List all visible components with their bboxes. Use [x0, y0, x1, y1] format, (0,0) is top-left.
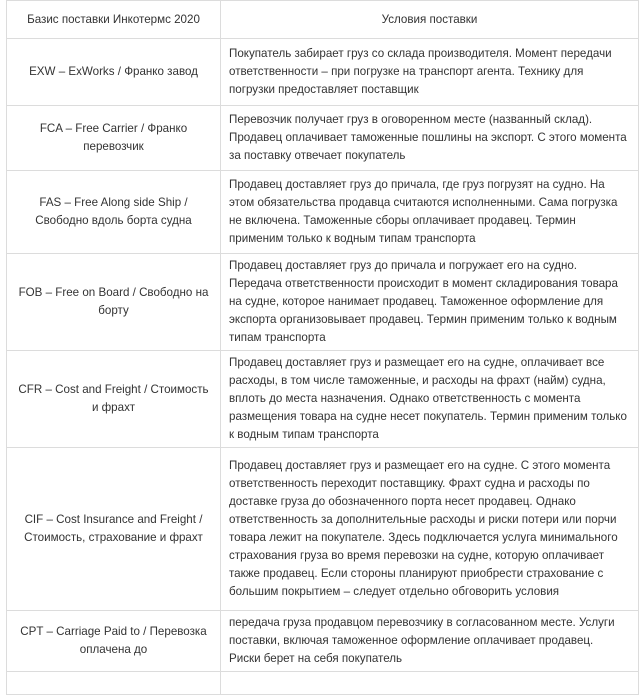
- table-row-exw: [7, 39, 639, 106]
- basis-cell: FOB – Free on Board / Свободно на борту: [7, 254, 221, 351]
- conditions-cell: Продавец доставляет груз до причала и погружает его на судно. Передача ответственности происходит в момент складирования товара на судне, которое нанимает продавец. Таможенное оформление для экспорта организовывает продавец. Термин применим только к водным типам транспорта: [221, 254, 639, 351]
- table-row-cfr: [7, 351, 639, 448]
- header-basis: Базис поставки Инкотермс 2020: [7, 1, 221, 39]
- header-row: [7, 1, 639, 39]
- table-row-partial: [7, 672, 639, 695]
- basis-cell: EXW – ExWorks / Франко завод: [7, 39, 221, 106]
- table-row-fca: [7, 106, 639, 171]
- conditions-cell: Покупатель забирает груз со склада производителя. Момент передачи ответственности – при погрузке на транспорт агента. Технику для погрузки предоставляет поставщик: [221, 39, 639, 106]
- table-body: [7, 39, 639, 695]
- basis-cell: FAS – Free Along side Ship / Свободно вдоль борта судна: [7, 171, 221, 254]
- basis-cell: CPT – Carriage Paid to / Перевозка оплачена до: [7, 611, 221, 672]
- table-row-fob: [7, 254, 639, 351]
- conditions-cell: Продавец доставляет груз до причала, где груз погрузят на судно. На этом обязательства продавца считаются исполненными. Сама погрузка не включена. Таможенные сборы оплачивает продавец. Термин применим только к водным типам транспорта: [221, 171, 639, 254]
- table-row-cpt: [7, 611, 639, 672]
- basis-cell: CFR – Cost and Freight / Стоимость и фрахт: [7, 351, 221, 448]
- incoterms-table: [6, 0, 639, 695]
- conditions-cell: передача груза продавцом перевозчику в согласованном месте. Услуги поставки, включая таможенное оформление оплачивает продавец. Риски берет на себя покупатель: [221, 611, 639, 672]
- conditions-cell: Перевозчик получает груз в оговоренном месте (названный склад). Продавец оплачивает таможенные пошлины на экспорт. С этого момента за поставку отвечает покупатель: [221, 106, 639, 171]
- table-header: [7, 1, 639, 39]
- basis-cell: FCA – Free Carrier / Франко перевозчик: [7, 106, 221, 171]
- empty-cell: [221, 672, 639, 695]
- empty-cell: [7, 672, 221, 695]
- basis-cell: CIF – Cost Insurance and Freight / Стоимость, страхование и фрахт: [7, 448, 221, 611]
- conditions-cell: Продавец доставляет груз и размещает его на судне, оплачивает все расходы, в том числе таможенные, и расходы на фрахт (найм) судна, вплоть до места назначения. Однако ответственность с момента размещения товара на судне несет покупатель. Термин применим только к водным типам транспорта: [221, 351, 639, 448]
- conditions-cell: Продавец доставляет груз и размещает его на судне. С этого момента ответственность переходит поставщику. Фрахт судна и расходы по доставке груза до обозначенного порта несет продавец. Однако ответственность за дополнительные расходы и риски потери или порчи товара лежит на покупателе. Здесь подключается услуга минимального страхования груза во время перевозки на судне, которую оплачивает также продавец. Если стороны планируют приобрести страхование с большим покрытием – следует отдельно обговорить условия: [221, 448, 639, 611]
- header-conditions: Условия поставки: [221, 1, 639, 39]
- table-row-cif: [7, 448, 639, 611]
- table-row-fas: [7, 171, 639, 254]
